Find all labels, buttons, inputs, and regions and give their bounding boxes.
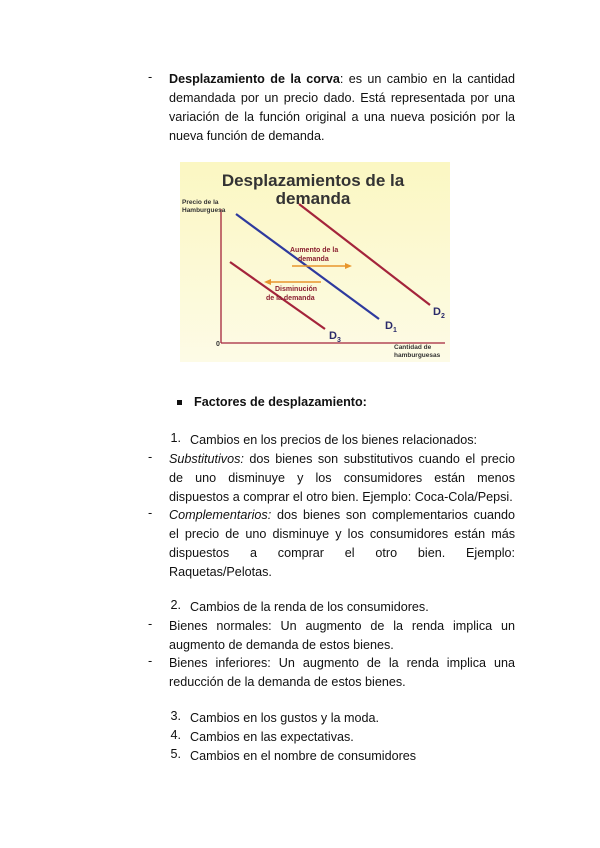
decrease-label-line1: Disminución: [275, 286, 318, 293]
y-axis-label-line1: Precio de la: [182, 199, 219, 206]
factor2-text: Cambios de la renda de los consumidores.: [190, 600, 429, 614]
factor4-number: 4.: [170, 728, 181, 742]
factor1-sub2: [169, 506, 515, 582]
factor2-sub2-bullet: -: [148, 654, 153, 668]
factor2-sub1: Bienes normales: Un augmento de la renda implica un augmento de demanda de estos bienes.: [169, 619, 515, 652]
factor1-sub2-term: Complementarios:: [169, 508, 272, 522]
intro-bullet: -: [148, 70, 153, 84]
factor1-sub2-bullet: -: [148, 506, 153, 520]
decrease-label-line2: de la demanda: [266, 295, 315, 302]
factor4-text: Cambios en las expectativas.: [190, 730, 354, 744]
demand-shift-chart: [180, 162, 450, 362]
factor3-number: 3.: [170, 709, 181, 723]
factors-heading: Factores de desplazamiento:: [194, 395, 367, 409]
demand-shift-figure: [180, 162, 450, 362]
increase-label-line2: demanda: [298, 256, 329, 263]
factor5-number: 5.: [170, 747, 181, 761]
x-axis-label-line2: hamburguesas: [394, 352, 441, 359]
factor1-sub1: [169, 450, 515, 507]
increase-label-line1: Aumento de la: [290, 247, 339, 254]
origin-label: 0: [216, 341, 220, 348]
factors-marker: [177, 400, 182, 405]
factor3-text: Cambios en los gustos y la moda.: [190, 711, 379, 725]
factor2-sub2: Bienes inferiores: Un augmento de la renda implica una reducción de la demanda de estos bienes.: [169, 656, 515, 689]
figure-title-line2: demanda: [275, 189, 351, 208]
factor1-sub1-text: dos bienes son substitutivos cuando el precio de uno disminuye y los consumidores están menos dispuestos a comprar el otro bien. Ejemplo: Coca-Cola/Pepsi.: [169, 452, 515, 504]
factor1-sub1-term: Substitutivos:: [169, 452, 244, 466]
factor5-text: Cambios en el nombre de consumidores: [190, 749, 417, 763]
x-axis-label-line1: Cantidad de: [394, 344, 432, 351]
factor2-sub1-bullet: -: [148, 617, 153, 631]
intro-term: Desplazamiento de la corva: [169, 72, 340, 86]
factor1-sub2-text: dos bienes son complementarios cuando el precio de uno disminuye y los consumidores están más dispuestos a comprar el otro bien. Ejemplo: Raquetas/Pelotas.: [169, 508, 515, 579]
factor1-text: Cambios en los precios de los bienes relacionados:: [190, 433, 478, 447]
curve-d2-label: $D_2$: [433, 306, 445, 320]
curve-d3-label: $D_3$: [329, 330, 341, 344]
intro-text: : es un cambio en la cantidad demandada por un precio dado. Está representada por una variación de la función original a una nueva posición por la nueva función de demanda.: [169, 72, 515, 143]
factor1-sub1-bullet: -: [148, 450, 153, 464]
factor1-number: 1.: [170, 431, 181, 445]
figure-title-line1: Desplazamientos de la: [221, 171, 405, 190]
intro-paragraph: [169, 70, 515, 146]
factor2-number: 2.: [170, 598, 181, 612]
y-axis-label-line2: Hamburguesa: [182, 207, 226, 214]
curve-d1-label: $D_1$: [385, 320, 397, 334]
